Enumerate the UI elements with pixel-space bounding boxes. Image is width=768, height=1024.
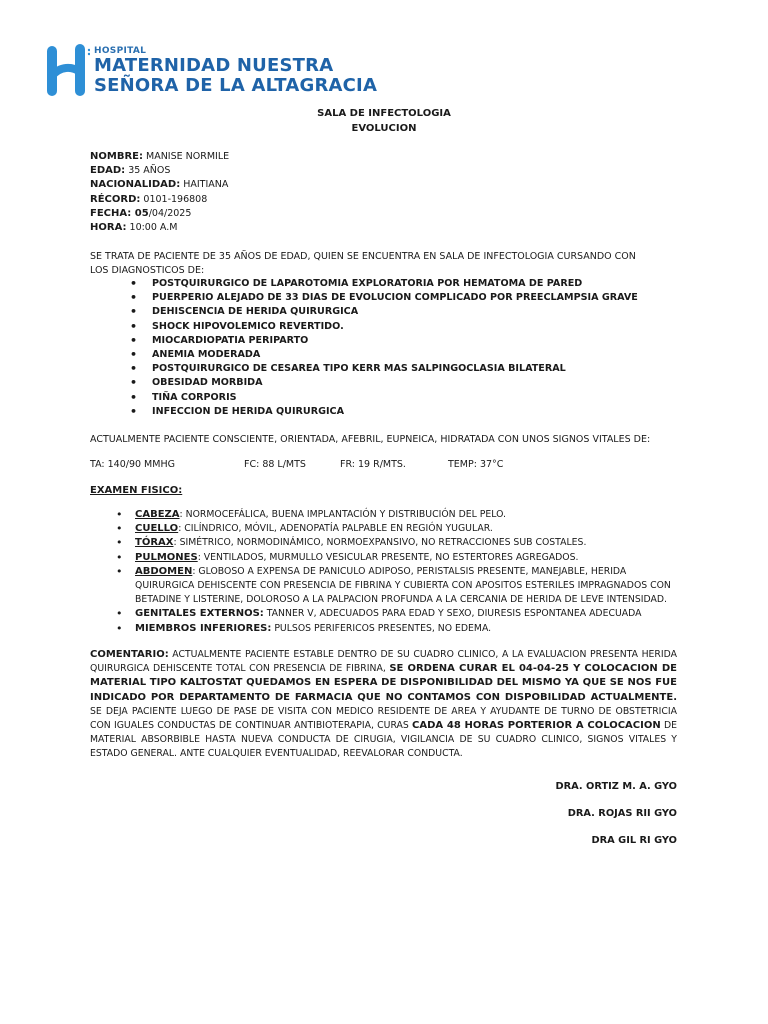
current-status-text: ACTUALMENTE PACIENTE CONSCIENTE, ORIENTADA, AFEBRIL, EUPNEICA, HIDRATADA CON UNOS SIGNOS VITALES DE:: [90, 434, 651, 445]
field-value: MANISE NORMILE: [142, 151, 230, 162]
logo-name-line2: SEÑORA DE LA ALTAGRACIA: [94, 75, 378, 96]
field-value: /04/2025: [148, 207, 192, 219]
vital-respiratory-rate: FR: 19 R/MTS.: [340, 459, 406, 470]
exam-text: : VENTILADOS, MURMULLO VESICULAR PRESENTE, NO ESTERTORES AGREGADOS.: [197, 551, 579, 563]
document-title: SALA DE INFECTOLOGIA: [317, 108, 451, 119]
exam-label: MIEMBROS INFERIORES:: [135, 622, 272, 634]
field-value: 10:00 A.M: [126, 222, 178, 234]
signature-doctor-2: DRA. ROJAS RII GYO: [567, 808, 677, 819]
comment-paragraph: [90, 648, 677, 762]
exam-text: : GLOBOSO A EXPENSA DE PANICULO ADIPOSO, PERISTALSIS PRESENTE, MANEJABLE, HERIDA QUIRURGICA DEHISCENTE CON PRESENCIA DE FIBRINA Y CUBIERTA CON APOSITOS ESTERILES IMPRAGNADOS CON BETADINE Y LISTERINE, DOLOROSO A LA PALPACION PROFUNDA A LA CERCANIA DE HERIDA DE LEVE INTENSIDAD.: [135, 565, 671, 606]
exam-label: GENITALES EXTERNOS:: [135, 608, 264, 620]
comment-text: ACTUALMENTE PACIENTE ESTABLE DENTRO DE SU CUADRO CLINICO, A LA EVALUACION PRESENTA HERIDA QUIRURGICA DEHISCENTE TOTAL CON PRESENCIA DE FIBRINA,: [90, 649, 677, 675]
exam-text: : NORMOCEFÁLICA, BUENA IMPLANTACIÓN Y DISTRIBUCIÓN DEL PELO.: [179, 509, 506, 520]
exam-item-abdomen: [116, 565, 676, 608]
exam-item-thorax: [116, 536, 676, 550]
signature-doctor-3: DRA GIL RI GYO: [591, 835, 677, 846]
intro-paragraph: SE TRATA DE PACIENTE DE 35 AÑOS DE EDAD, QUIEN SE ENCUENTRA EN SALA DE INFECTOLOGIA CURSANDO CON LOS DIAGNOSTICOS DE:: [90, 251, 636, 276]
field-label: EDAD:: [90, 165, 126, 177]
diagnosis-item: • POSTQUIRURGICO DE LAPAROTOMIA EXPLORATORIA POR HEMATOMA DE PARED: [130, 277, 638, 291]
diagnosis-item: • MIOCARDIOPATIA PERIPARTO: [130, 334, 638, 348]
field-value: 35 AÑOS: [125, 165, 171, 177]
date-row: [90, 207, 229, 221]
diagnosis-item: • SHOCK HIPOVOLEMICO REVERTIDO.: [130, 320, 638, 334]
exam-label: PULMONES: [135, 551, 198, 563]
comment-label: COMENTARIO:: [90, 649, 169, 660]
patient-age-row: [90, 164, 229, 178]
exam-text: TANNER V, ADECUADOS PARA EDAD Y SEXO, DIURESIS ESPONTANEA ADECUADA: [263, 608, 642, 620]
comment-bold-text: CADA 48 HORAS PORTERIOR A COLOCACION: [412, 720, 661, 732]
field-label: NACIONALIDAD:: [90, 179, 181, 191]
exam-item-genitals: [116, 607, 676, 621]
document-subtitle: EVOLUCION: [351, 123, 417, 134]
patient-name-row: [90, 150, 229, 164]
diagnosis-item: • ANEMIA MODERADA: [130, 348, 638, 362]
vital-blood-pressure: TA: 140/90 MMHG: [90, 459, 175, 470]
physical-exam-heading: EXAMEN FISICO:: [90, 485, 183, 496]
logo-hospital-label: HOSPITAL: [94, 46, 147, 56]
comment-text: SE DEJA PACIENTE LUEGO DE PASE DE VISITA CON MEDICO RESIDENTE DE AREA Y AYUDANTE DE TURNO DE OBSTETRICIA CON IGUALES CONDUCTAS DE CONTINUAR ANTIBIOTERAPIA, CURAS: [90, 705, 677, 732]
exam-label: CABEZA: [135, 509, 180, 520]
diagnosis-item: • TIÑA CORPORIS: [130, 391, 638, 405]
exam-label: ABDOMEN: [135, 565, 193, 577]
field-label: RÉCORD:: [90, 193, 141, 205]
diagnosis-list: [130, 277, 638, 419]
patient-info: [90, 150, 229, 235]
comment-bold-text: SE ORDENA CURAR EL 04-04-25 Y COLOCACION DE MATERIAL TIPO KALTOSTAT QUEDAMOS EN ESPERA DE DISPONIBILIDAD DEL MISMO YA QUE SE NOS FUE INDICADO POR DEPARTAMENTO DE FARMACIA QUE NO CONTAMOS CON DISPOBILIDAD ACTUALMENTE.: [90, 663, 678, 703]
hospital-logo: [46, 40, 378, 100]
exam-item-lower-limbs: [116, 622, 676, 636]
diagnosis-item: • DEHISCENCIA DE HERIDA QUIRURGICA: [130, 305, 638, 319]
exam-item-lungs: [116, 551, 676, 565]
exam-item-head: [116, 508, 676, 522]
field-label: FECHA: 05: [90, 207, 149, 219]
exam-text: PULSOS PERIFERICOS PRESENTES, NO EDEMA.: [271, 622, 492, 634]
field-label: HORA:: [90, 222, 127, 234]
patient-nationality-row: [90, 178, 229, 192]
diagnosis-item: • PUERPERIO ALEJADO DE 33 DIAS DE EVOLUCION COMPLICADO POR PREECLAMPSIA GRAVE: [130, 291, 638, 305]
hospital-h-logo-icon: [46, 42, 90, 98]
field-value: 0101-196808: [140, 193, 208, 205]
physical-exam-list: [116, 508, 676, 636]
field-label: NOMBRE:: [90, 151, 143, 162]
time-row: [90, 221, 229, 235]
exam-label: CUELLO: [135, 523, 179, 535]
diagnosis-item: • POSTQUIRURGICO DE CESAREA TIPO KERR MAS SALPINGOCLASIA BILATERAL: [130, 362, 638, 376]
field-value: HAITIANA: [180, 179, 229, 191]
exam-text: : SIMÉTRICO, NORMODINÁMICO, NORMOEXPANSIVO, NO RETRACCIONES SUB COSTALES.: [173, 537, 587, 549]
vital-temperature: TEMP: 37°C: [448, 459, 504, 470]
vital-heart-rate: FC: 88 L/MTS: [244, 459, 306, 470]
diagnosis-item: • INFECCION DE HERIDA QUIRURGICA: [130, 405, 638, 419]
signature-doctor-1: DRA. ORTIZ M. A. GYO: [555, 781, 677, 792]
patient-record-row: [90, 193, 229, 207]
exam-label: TÓRAX: [135, 537, 174, 549]
exam-item-neck: [116, 522, 676, 536]
diagnosis-item: • OBESIDAD MORBIDA: [130, 376, 638, 390]
exam-text: : CILÍNDRICO, MÓVIL, ADENOPATÍA PALPABLE EN REGIÓN YUGULAR.: [178, 523, 493, 535]
logo-name-line1: MATERNIDAD NUESTRA: [94, 55, 334, 76]
comment-text: DE MATERIAL ABSORBIBLE HASTA NUEVA CONDUCTA DE CIRUGIA, VIGILANCIA DE SU CUADRO CLINICO, SIGNOS VITALES Y ESTADO GENERAL. ANTE CUALQUIER EVENTUALIDAD, REEVALORAR CONDUCTA.: [90, 720, 677, 760]
